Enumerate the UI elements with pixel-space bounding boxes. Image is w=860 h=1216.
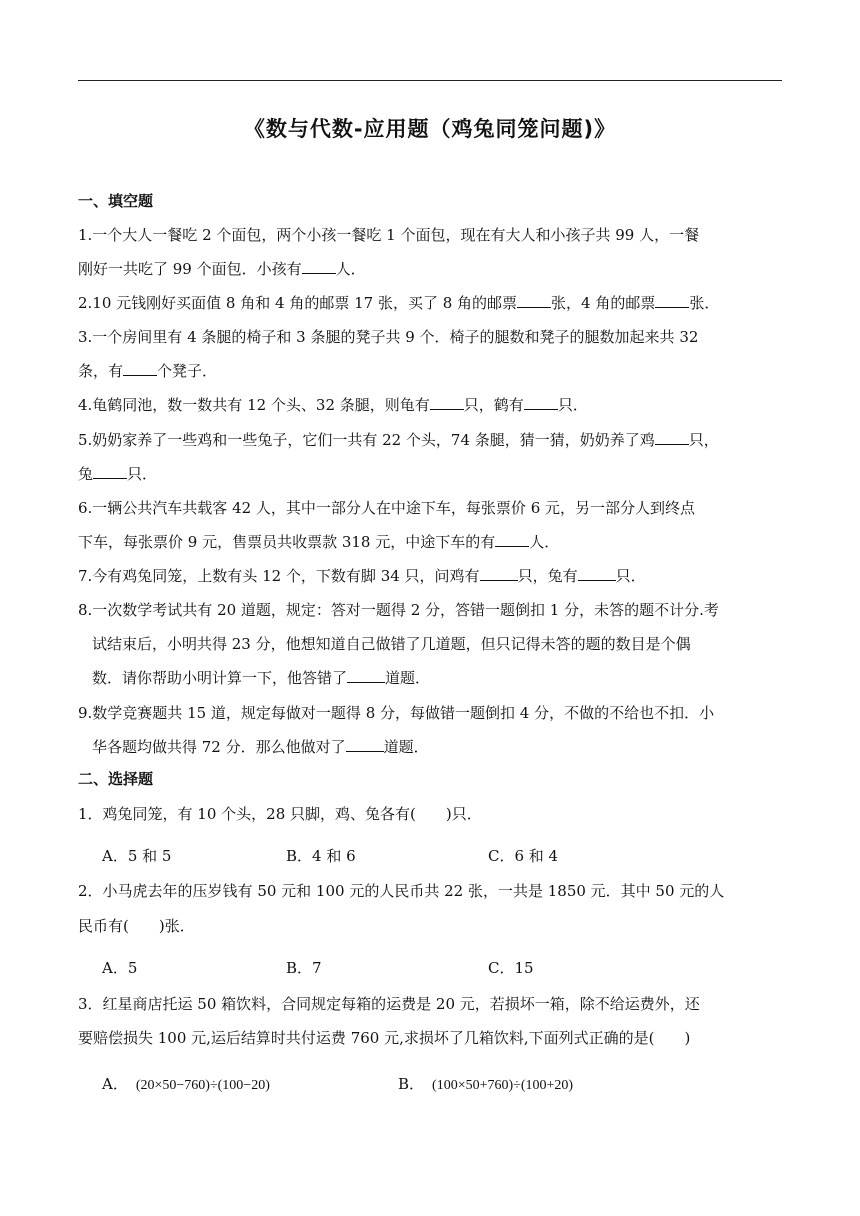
fill-q8-line1: 8.一次数学考试共有 20 道题，规定：答对一题得 2 分，答错一题倒扣 1 分，未答的题不计分.考 [78, 601, 719, 619]
answer-blank[interactable] [578, 566, 616, 581]
choice-q1-option-c[interactable]: C．6 和 4 [488, 847, 559, 865]
fill-q1-line2: 刚好一共吃了 99 个面包．小孩有 人． [78, 260, 366, 278]
choice-q1-option-a[interactable]: A．5 和 5 [102, 847, 172, 865]
fill-q9-line1: 9.数学竞赛题共 15 道，规定每做对一题得 8 分，每做错一题倒扣 4 分，不做的不给也不扣．小 [78, 704, 715, 722]
answer-blank[interactable] [655, 293, 689, 308]
answer-blank[interactable] [517, 293, 551, 308]
header-rule [78, 80, 782, 81]
answer-blank[interactable] [346, 737, 384, 752]
choice-q1: 1．鸡兔同笼，有 10 个头，28 只脚，鸡、兔各有( )只． [78, 805, 482, 823]
choice-q1-option-b[interactable]: B．4 和 6 [286, 847, 356, 865]
fill-q3-line1: 3.一个房间里有 4 条腿的椅子和 3 条腿的凳子共 9 个．椅子的腿数和凳子的腿数加起来共 32 [78, 328, 699, 346]
answer-blank[interactable] [347, 668, 385, 683]
choice-q2-option-a[interactable]: A．5 [102, 959, 138, 977]
section-fill-heading: 一、填空题 [78, 192, 154, 210]
answer-blank[interactable] [93, 464, 127, 479]
formula-b: (100×50+760)÷(100+20) [432, 1078, 574, 1093]
fill-q3-line2: 条，有 个凳子． [78, 362, 218, 380]
fill-q4: 4.龟鹤同池，数一数共有 12 个头、32 条腿，则龟有 只，鹤有 只． [78, 396, 588, 414]
fill-q9-line2: 华各题均做共得 72 分．那么他做对了 道题． [92, 738, 429, 756]
choice-q3-option-a[interactable]: A． (20×50−760)÷(100−20) [102, 1075, 270, 1093]
choice-q2-option-b[interactable]: B．7 [286, 959, 322, 977]
fill-q5-line1: 5.奶奶家养了一些鸡和一些兔子，它们一共有 22 个头，74 条腿，猜一猜，奶奶养了鸡 只， [78, 431, 719, 449]
answer-blank[interactable] [495, 532, 529, 547]
fill-q6-line2: 下车，每张票价 9 元，售票员共收票款 318 元，中途下车的有 人． [78, 533, 560, 551]
fill-q6-line1: 6.一辆公共汽车共载客 42 人，其中一部分人在中途下车，每张票价 6 元，另一部分人到终点 [78, 499, 696, 517]
choice-q2-line2: 民币有( )张． [78, 917, 195, 935]
answer-blank[interactable] [480, 566, 518, 581]
answer-blank[interactable] [123, 361, 157, 376]
answer-blank[interactable] [430, 395, 464, 410]
section-choice-heading: 二、选择题 [78, 770, 154, 788]
answer-blank[interactable] [302, 259, 336, 274]
fill-q7: 7.今有鸡兔同笼，上数有头 12 个，下数有脚 34 只，问鸡有 只，兔有 只． [78, 567, 646, 585]
answer-blank[interactable] [524, 395, 558, 410]
formula-a: (20×50−760)÷(100−20) [135, 1078, 270, 1093]
choice-q3-option-b[interactable]: B． (100×50+760)÷(100+20) [398, 1075, 574, 1093]
fill-q8-line2: 试结束后，小明共得 23 分，他想知道自己做错了几道题，但只记得未答的题的数目是个偶 [92, 635, 691, 653]
fill-q2: 2.10 元钱刚好买面值 8 角和 4 角的邮票 17 张，买了 8 角的邮票 张，4 角的邮票 张． [78, 294, 720, 312]
choice-q3-line1: 3．红星商店托运 50 箱饮料，合同规定每箱的运费是 20 元，若损坏一箱，除不给运费外，还 [78, 995, 700, 1013]
choice-q2-option-c[interactable]: C．15 [488, 959, 534, 977]
page-title: 《数与代数-应用题（鸡兔同笼问题)》 [243, 117, 617, 141]
fill-q1-line1: 1.一个大人一餐吃 2 个面包，两个小孩一餐吃 1 个面包，现在有大人和小孩子共 99 人，一餐 [78, 226, 700, 244]
fill-q5-line2: 兔 只． [78, 465, 158, 483]
choice-q3-line2: 要赔偿损失 100 元,运后结算时共付运费 760 元,求损坏了几箱饮料,下面列式正确的是( ) [78, 1029, 691, 1047]
choice-q2-line1: 2．小马虎去年的压岁钱有 50 元和 100 元的人民币共 22 张，一共是 1850 元．其中 50 元的人 [78, 882, 725, 900]
answer-blank[interactable] [655, 430, 689, 445]
fill-q8-line3: 数．请你帮助小明计算一下，他答错了 道题． [92, 669, 431, 687]
